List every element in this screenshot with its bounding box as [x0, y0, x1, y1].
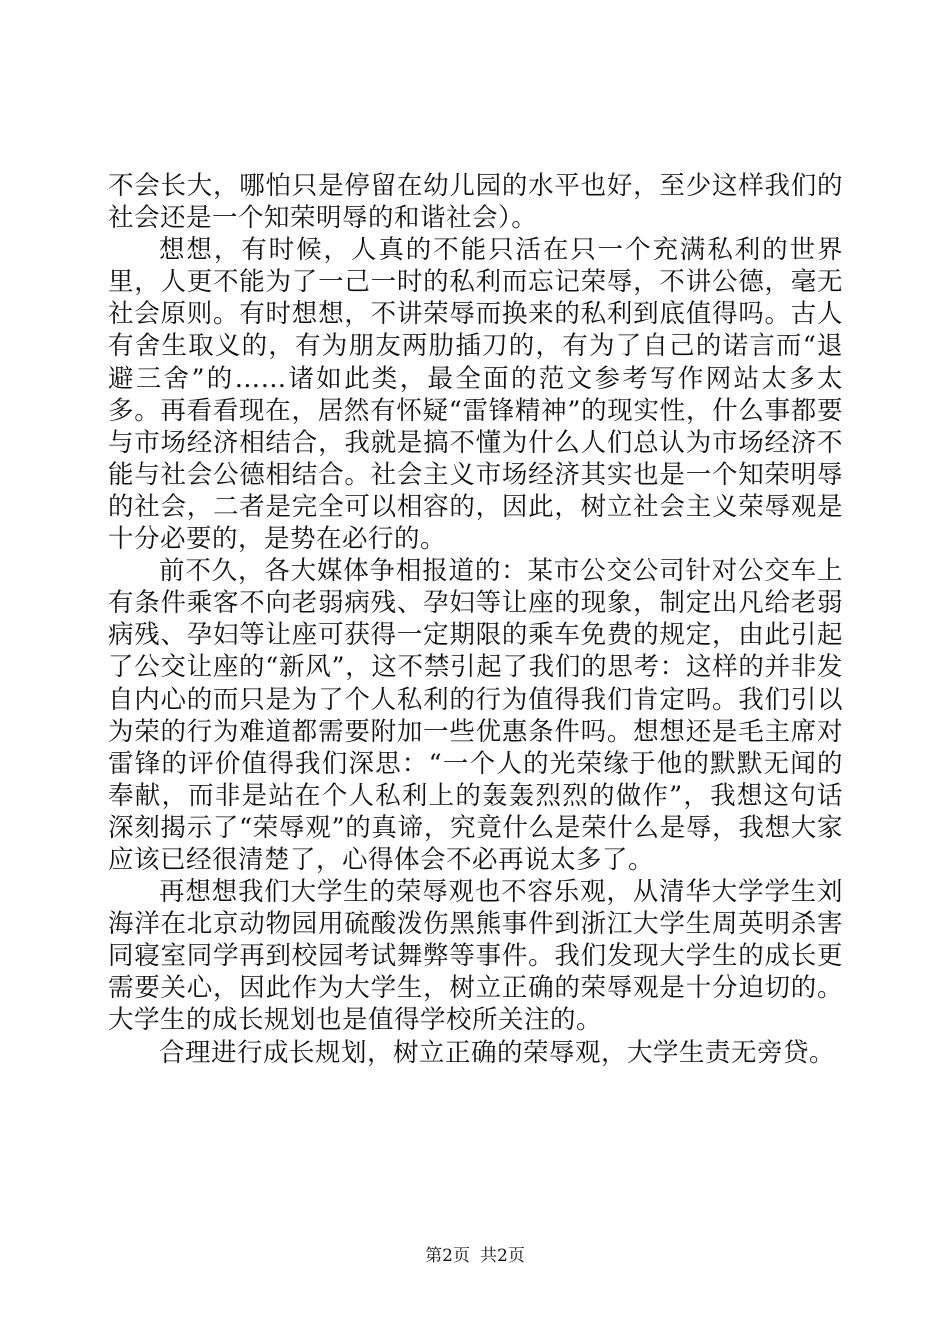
paragraph: 再想想我们大学生的荣辱观也不容乐观，从清华大学学生刘海洋在北京动物园用硫酸泼伤黑熊事件到浙江大学生周英明杀害同寝室同学再到校园考试舞弊等事件。我们发现大学生的成长更需要关心，因此作为大学生，树立正确的荣辱观是十分迫切的。大学生的成长规划也是值得学校所关注的。 — [108, 877, 843, 1036]
paragraph-continuation: 不会长大，哪怕只是停留在幼儿园的水平也好，至少这样我们的社会还是一个知荣明辱的和谐社会）。 — [108, 171, 843, 234]
page-number-current: 第2页 — [425, 1246, 470, 1266]
paragraph: 前不久，各大媒体争相报道的：某市公交公司针对公交车上有条件乘客不向老弱病残、孕妇等让座的现象，制定出凡给老弱病残、孕妇等让座可获得一定期限的乘车免费的规定，由此引起了公交让座的“新风”，这不禁引起了我们的思考：这样的并非发自内心的而只是为了个人私利的行为值得我们肯定吗。我们引以为荣的行为难道都需要附加一些优惠条件吗。想想还是毛主席对雷锋的评价值得我们深思：“一个人的光荣缘于他的默默无闻的奉献，而非是站在个人私利上的轰轰烈烈的做作”，我想这句话深刻揭示了“荣辱观”的真谛，究竟什么是荣什么是辱，我想大家应该已经很清楚了，心得体会不必再说太多了。 — [108, 556, 843, 875]
paragraph: 合理进行成长规划，树立正确的荣辱观，大学生责无旁贷。 — [159, 1037, 836, 1068]
page-footer — [0, 1244, 950, 1268]
paragraph: 想想，有时候，人真的不能只活在只一个充满私利的世界里，人更不能为了一己一时的私利而忘记荣辱，不讲公德，毫无社会原则。有时想想，不讲荣辱而换来的私利到底值得吗。古人有舍生取义的，有为朋友两肋插刀的，有为了自己的诺言而“退避三舍”的……诸如此类，最全面的范文参考写作网站太多太多。再看看现在，居然有怀疑“雷锋精神”的现实性，什么事都要与市场经济相结合，我就是搞不懂为什么人们总认为市场经济不能与社会公德相结合。社会主义市场经济其实也是一个知荣明辱的社会，二者是完全可以相容的，因此，树立社会主义荣辱观是十分必要的，是势在必行的。 — [108, 235, 843, 555]
page-number-total: 共2页 — [480, 1246, 525, 1266]
document-body — [108, 170, 843, 1069]
